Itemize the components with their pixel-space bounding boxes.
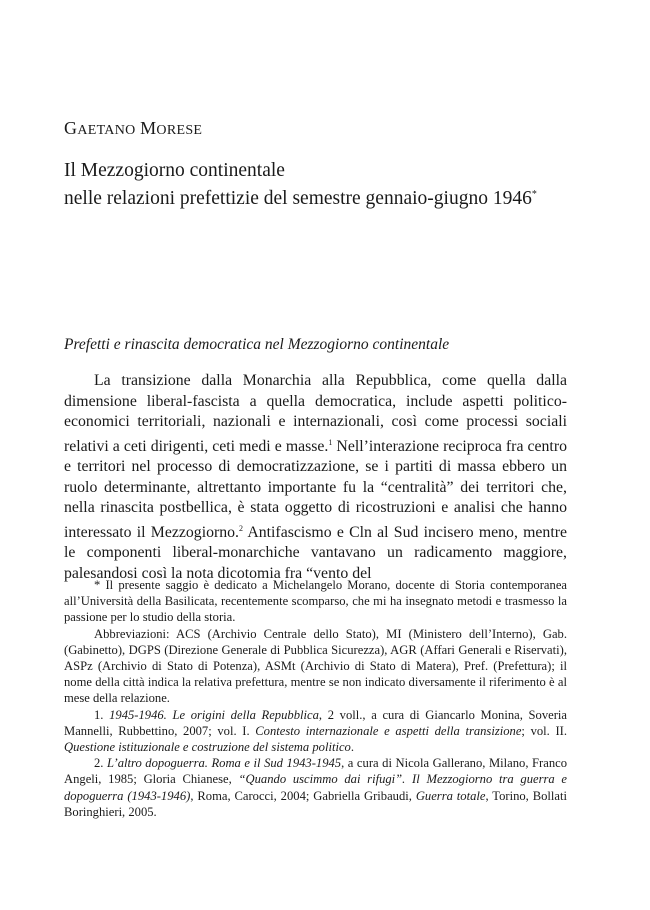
body-paragraph xyxy=(64,371,567,584)
title-line-2 xyxy=(64,183,604,211)
title-line-1: Il Mezzogiorno continentale xyxy=(64,160,285,181)
author-first-initial: G xyxy=(64,118,78,138)
footnote-abbreviations: Abbreviazioni: ACS (Archivio Centrale dello Stato), MI (Ministero dell’Interno), Gab. (Gabinetto), DGPS (Direzione Generale di Pubblica Sicurezza), AGR (Affari Generali e Riservati), ASPz (Archivio di Stato di Potenza), ASMt (Archivio di Stato di Matera), Pref. (Prefettura); il nome della città indica la relativa prefettura, mentre se non indicato diversamente il riferimento è al mese della relazione. xyxy=(64,626,567,706)
author-first-rest: AETANO xyxy=(77,123,136,138)
title-line-2-text: nelle relazioni prefettizie del semestre gennaio-giugno 1946 xyxy=(64,188,532,209)
section-heading: Prefetti e rinascita democratica nel Mezzogiorno continentale xyxy=(64,336,450,353)
footnote-2-text-2: , Roma, Carocci, 2004; Gabriella Gribaudi, xyxy=(190,788,416,803)
paragraph xyxy=(64,371,567,584)
footnote-2-title-2: “Quando uscimmo dai rifugi”. Il Mezzogiorno tra guerra e dopoguerra (1943-1946) xyxy=(64,772,567,803)
footnote-1 xyxy=(64,707,567,756)
footnote-2-number: 2. xyxy=(94,756,107,771)
footnote-2-end: , Torino, Bollati Boringhieri, 2005. xyxy=(64,788,567,819)
title-footnote-marker: * xyxy=(531,189,537,200)
body-text-part-1: La transizione dalla Monarchia alla Repubblica, come quella dalla dimensione liberal-fascista a quella democratica, include aspetti politico-economici territoriali, nazionali e internazionali, così come processi sociali relativi a ceti dirigenti, ceti medi e masse. xyxy=(64,372,567,455)
footnote-1-number: 1. xyxy=(94,707,110,722)
footnote-1-separator: ; vol. II. xyxy=(521,723,568,738)
body-text-part-2: Nell’interazione reciproca fra centro e territori nel processo di democratizzazione, se i partiti di massa ebbero un ruolo determinante, altrettanto importante fu la “centralità” dei territori che, nella rinascita postbellica, è stata oggetto di ricostruzioni e analisi che hanno interessato il Mezzogiorno. xyxy=(64,437,567,541)
footnote-2-title-1: L’altro dopoguerra. Roma e il Sud 1943-1945 xyxy=(107,756,342,771)
author-last-rest: ORESE xyxy=(156,123,203,138)
footnote-star: * Il presente saggio è dedicato a Michelangelo Morano, docente di Storia contemporanea all’Università della Basilicata, recentemente scomparso, che mi ha insegnato metodi e trasmesso la passione per lo studio della storia. xyxy=(64,578,567,625)
footnote-1-text: , 2 voll., a cura di Giancarlo Monina, Soveria Mannelli, Rubbettino, 2007; vol. I. xyxy=(64,707,567,738)
author-name xyxy=(64,118,202,139)
footnote-1-volume-2: Questione istituzionale e costruzione del sistema politico xyxy=(64,740,351,755)
footnotes xyxy=(64,577,567,820)
body-text-part-3: Antifascismo e Cln al Sud incisero meno, mentre le componenti liberal-monarchiche vantavano un radicamento maggiore, palesandosi così la nota dicotomia fra “vento del xyxy=(64,523,567,582)
footnote-ref-2: 2 xyxy=(238,523,243,533)
footnote-ref-1: 1 xyxy=(328,437,333,447)
author-last-initial: M xyxy=(140,118,157,138)
footnote-1-volume-1: Contesto internazionale e aspetti della transizione xyxy=(255,723,522,738)
footnote-1-end: . xyxy=(350,740,354,755)
article-title xyxy=(64,159,604,211)
footnote-1-title: 1945-1946. Le origini della Repubblica xyxy=(109,707,319,722)
footnote-2-text-1: , a cura di Nicola Gallerano, Milano, Franco Angeli, 1985; Gloria Chianese, xyxy=(64,756,567,787)
footnote-2-title-3: Guerra totale xyxy=(415,788,486,803)
footnote-2 xyxy=(64,755,567,820)
